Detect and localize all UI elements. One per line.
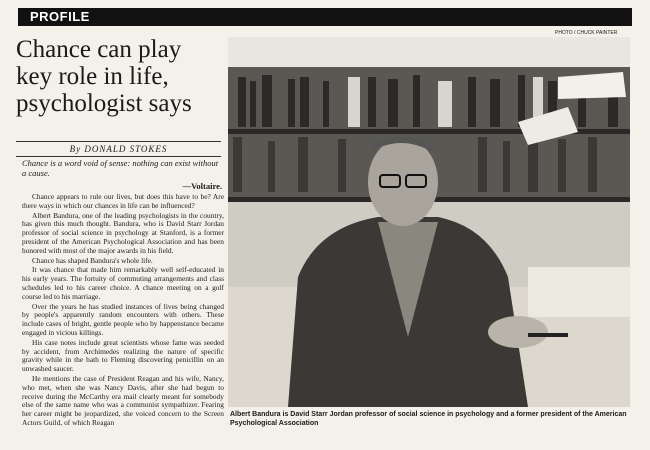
paragraph: He mentions the case of President Reagan and his wife, Nancy, who met, when she was Nancy Davis, after she had begun to receive during the McCarthy era mail clearly meant for somebody else of the same name who was a communist sympathizer. Fearing her career might be jeopardized, she voiced concern to the Screen Actors Guild, of which Reagan <box>22 373 224 427</box>
portrait-photo <box>228 37 630 407</box>
section-label: PROFILE <box>30 9 90 24</box>
paragraph: Chance has shaped Bandura's whole life. <box>32 255 153 265</box>
photo-caption: Albert Bandura is David Starr Jordan professor of social science in psychology and a former president of the American Psychological Association <box>230 411 627 427</box>
paragraph: Over the years he has studied instances of lives being changed by people's apparently random encounters with others. These include cases of bright, gentle people who by happenstance became engaged in vicious killings. <box>22 301 224 337</box>
paragraph: Albert Bandura, one of the leading psychologists in the country, has given this much thought. Bandura, who is David Starr Jordan professor of social science in psychology at Stanford, is a former president of the American Psychological Association and has been honored with most of the major awards in his field. <box>22 210 224 255</box>
paragraph: His case notes include great scientists whose fame was seeded by accident, from Archimedes realizing the nature of specific gravity while in the bath to Fleming discovering penicillin on an unwashed saucer. <box>22 337 224 374</box>
photo-credit: PHOTO / CHUCK PAINTER <box>555 30 618 36</box>
article-body <box>22 193 224 429</box>
epigraph-attribution: —Voltaire. <box>182 181 222 191</box>
paragraph: Chance appears to rule our lives, but does this have to be? Are there ways in which our chances in life can be influenced? <box>22 192 224 210</box>
byline: By DONALD STOKES <box>16 141 221 157</box>
headline: Chance can play key role in life, psychologist says <box>16 36 192 117</box>
section-banner <box>18 8 632 26</box>
paragraph: It was chance that made him remarkably well self-educated in his early years. The fortuity of commuting arrangements and class schedules led to his career choice. A chance meeting on a golf course led to his marriage. <box>22 265 224 301</box>
epigraph-quote: Chance is a word void of sense: nothing can exist without a cause. <box>22 158 219 178</box>
